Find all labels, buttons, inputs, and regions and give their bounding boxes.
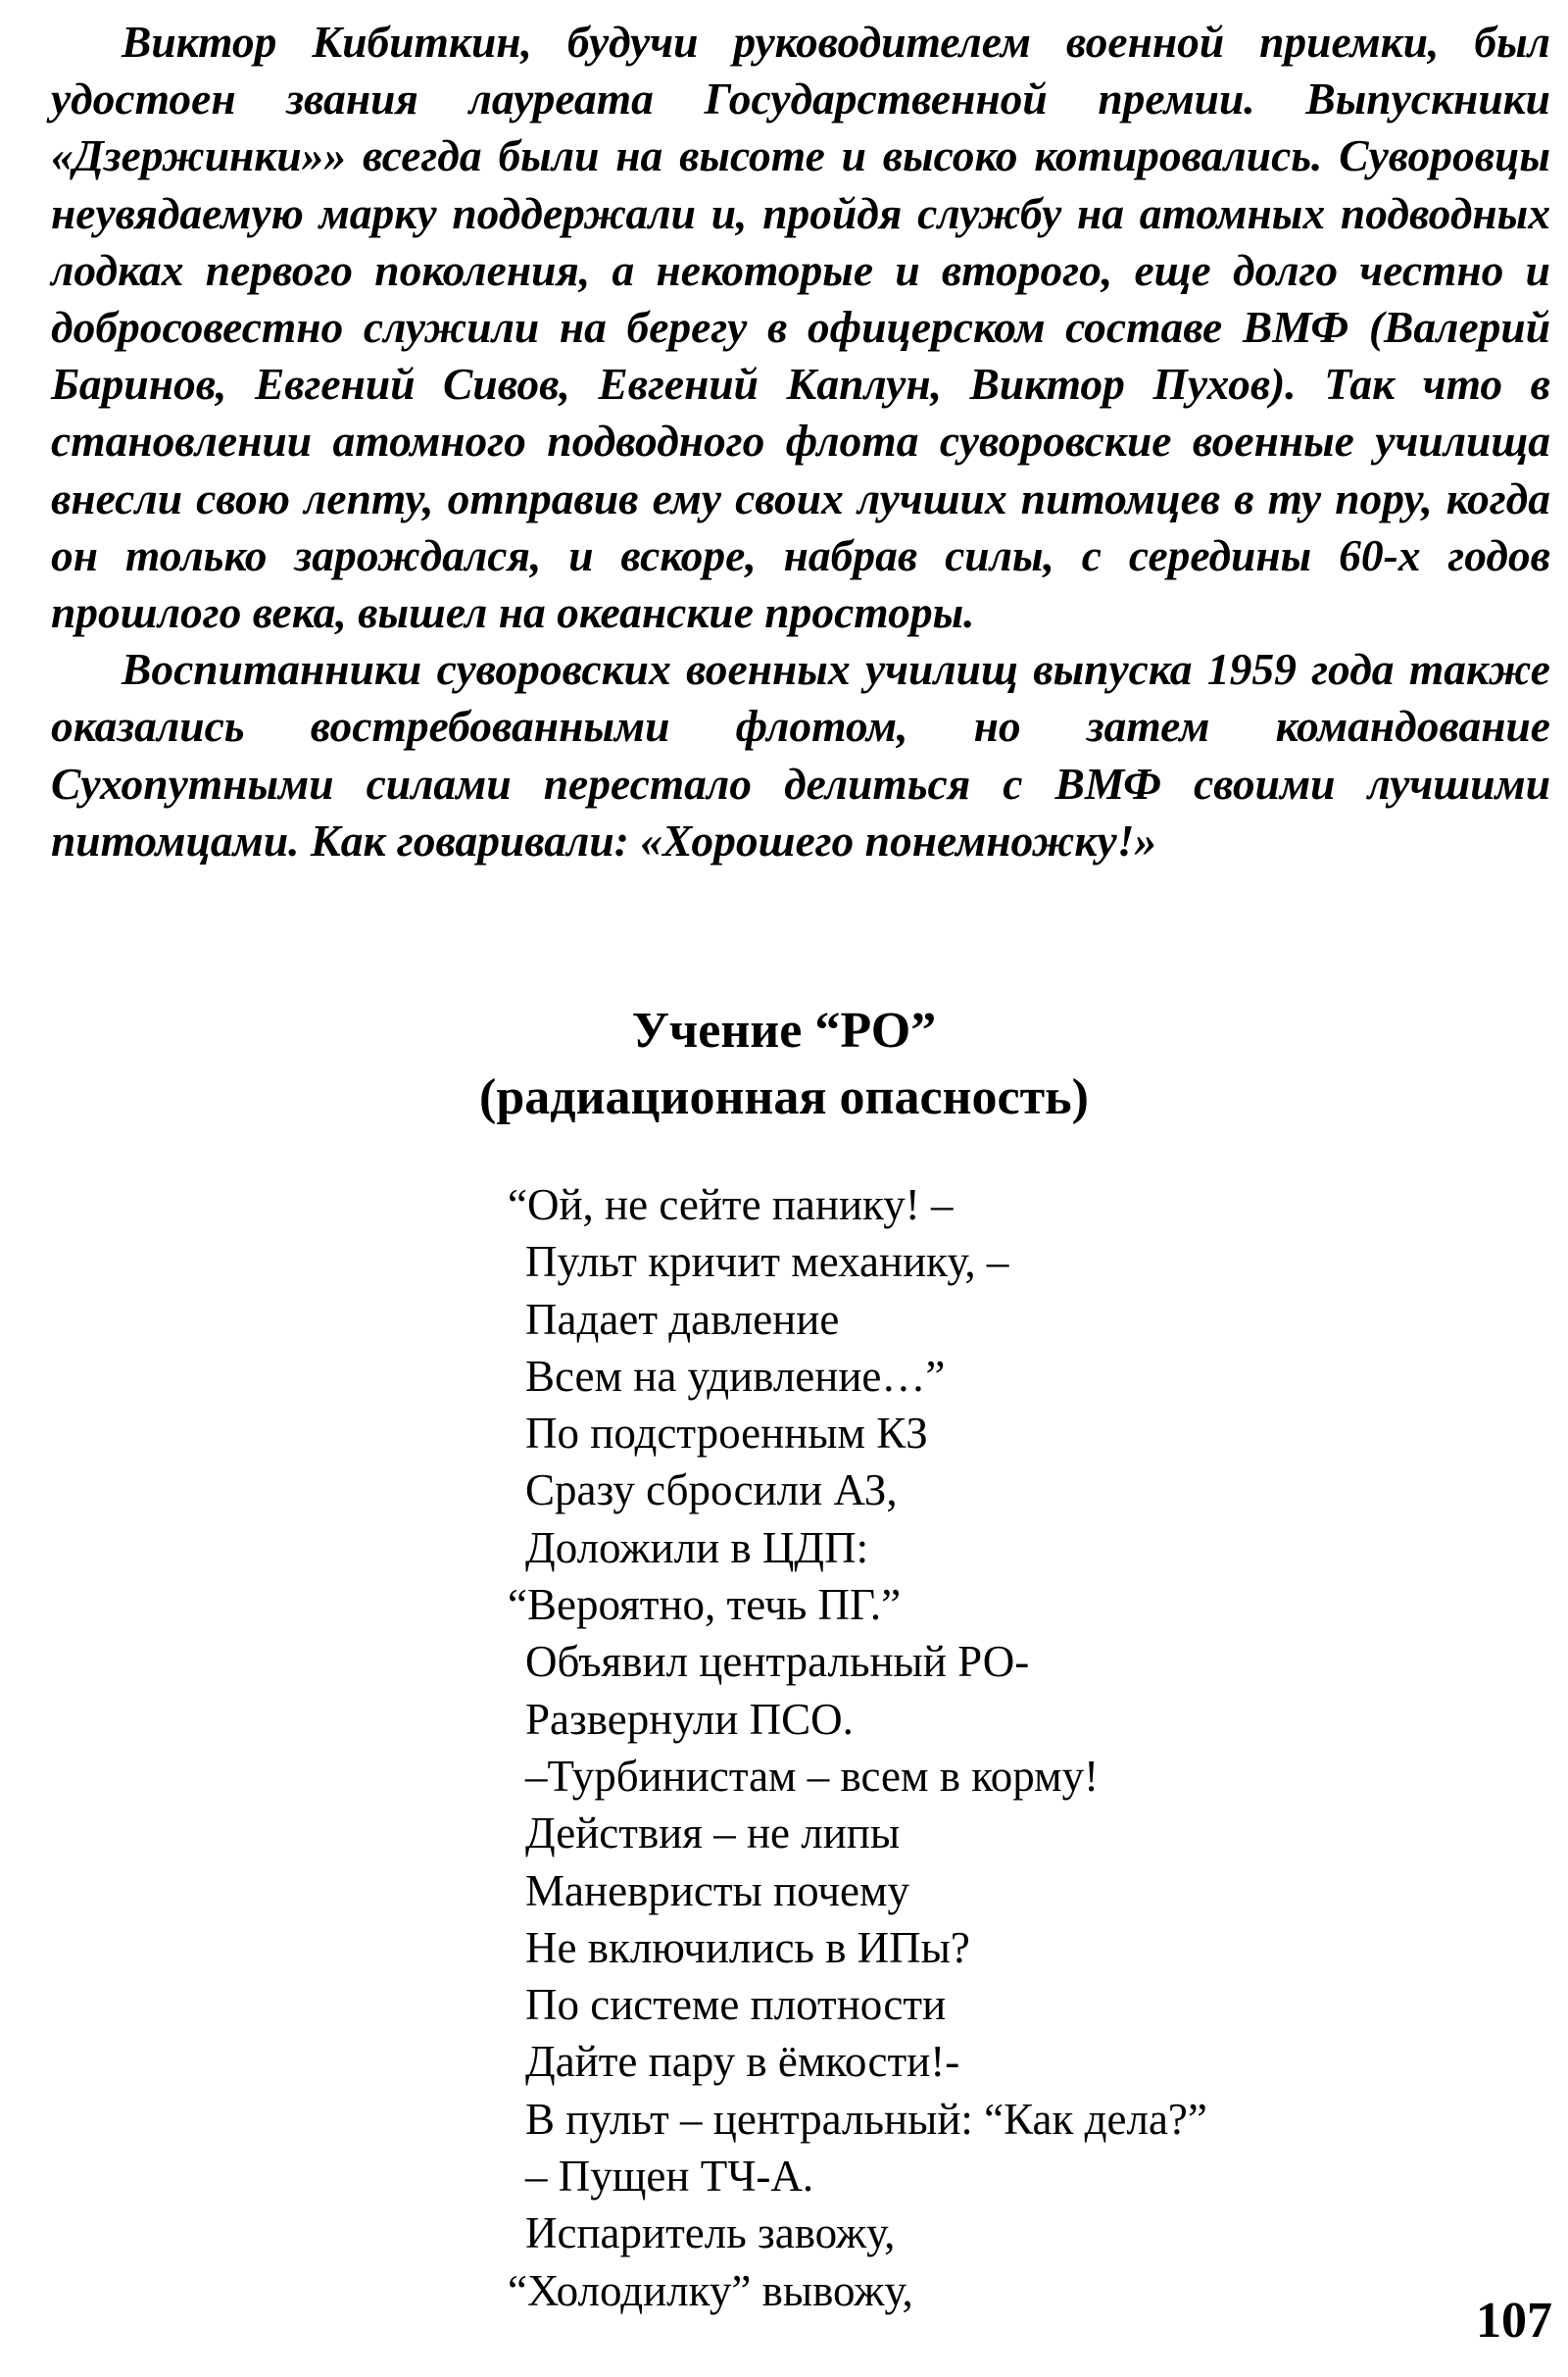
poem-line: Доложили в ЦДП: (525, 1522, 869, 1572)
poem-heading (0, 998, 1568, 1131)
poem-title: Учение “РО” (631, 1003, 937, 1059)
poem-line: По системе плотности (525, 1980, 947, 2030)
poem (508, 1176, 1390, 2319)
poem-line: Испаритель завожу, (525, 2208, 896, 2258)
poem-line: – Пущен ТЧ-А. (525, 2152, 814, 2202)
poem-line: –Турбинистам – всем в корму! (525, 1751, 1100, 1801)
poem-line: Маневристы почему (525, 1865, 909, 1915)
poem-line: Объявил центральный РО- (525, 1637, 1030, 1687)
poem-line: Пульт кричит механику, – (525, 1237, 1009, 1287)
poem-line: “Вероятно, течь ПГ.” (508, 1580, 902, 1630)
poem-line: В пульт – центральный: “Как дела?” (525, 2094, 1207, 2144)
page-number: 107 (1476, 2293, 1552, 2349)
poem-subtitle: (радиационная опасность) (479, 1069, 1089, 1125)
poem-line: Не включились в ИПы? (525, 1922, 970, 1972)
paragraph-1: Виктор Кибиткин, будучи руководителем военной приемки, был удостоен звания лауреата Государственной премии. Выпускники «Дзержинки»» всегда были на высоте и высоко котировались. Суворовцы неувядаемую марку поддержали и, пройдя службу на атомных подводных лодках первого поколения, а некоторые и второго, еще долго честно и добросовестно служили на берегу в офицерском составе ВМФ (Валерий Баринов, Евгений Сивов, Евгений Каплун, Виктор Пухов). Так что в становлении атомного подводного флота суворовские военные училища внесли свою лепту, отправив ему своих лучших питомцев в ту пору, когда он только зарождался, и вскоре, набрав силы, с середины 60-х годов прошлого века, вышел на океанские просторы. (51, 17, 1550, 638)
poem-line: Падает давление (525, 1294, 840, 1344)
poem-line: Развернули ПСО. (525, 1694, 854, 1744)
poem-line: Действия – не липы (525, 1808, 901, 1858)
poem-line: “Холодилку” вывожу, (508, 2265, 913, 2315)
paragraph-2: Воспитанники суворовских военных училищ выпуска 1959 года также оказались востребованными флотом, но затем командование Сухопутными силами перестало делиться с ВМФ своими лучшими питомцами. Как говаривали: «Хорошего понемножку!» (51, 644, 1550, 866)
poem-line: По подстроенным КЗ (525, 1409, 928, 1459)
prose-text (51, 14, 1550, 869)
poem-line: “Ой, не сейте панику! – (508, 1180, 954, 1229)
poem-line: Сразу сбросили АЗ, (525, 1465, 898, 1515)
poem-line: Всем на удивление…” (525, 1351, 946, 1401)
poem-line: Дайте пару в ёмкости!- (525, 2037, 960, 2087)
